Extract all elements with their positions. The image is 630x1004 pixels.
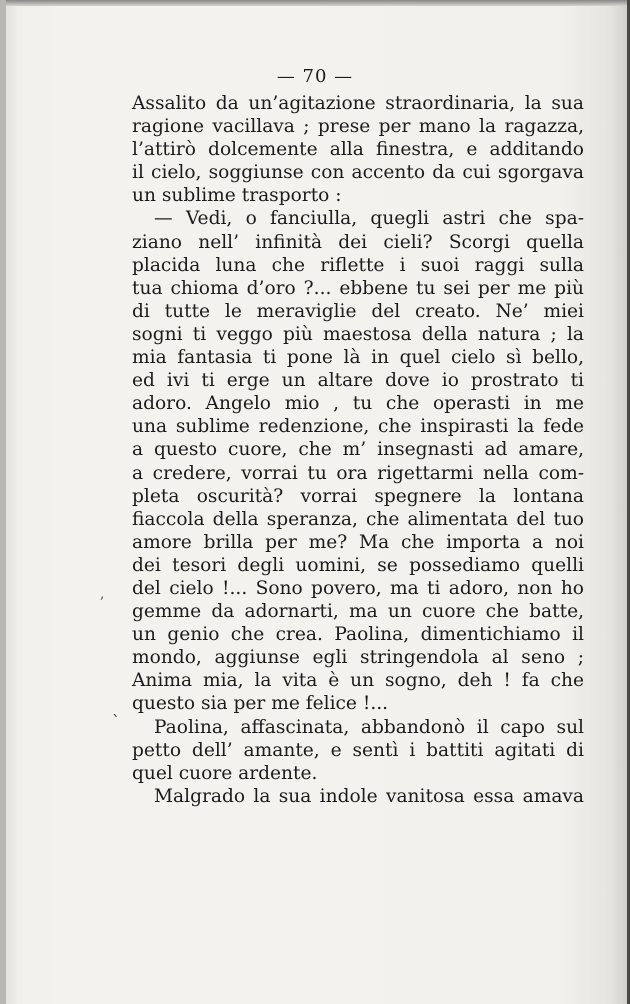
page-top-edge — [0, 0, 630, 6]
text-line: un sublime trasporto : — [132, 185, 342, 207]
page-left-edge — [0, 0, 6, 1004]
text-line: ragione vacillava ; prese per mano la ragazza, — [132, 116, 584, 138]
text-line: Paolina, affascinata, abbandonò il capo sul — [154, 716, 584, 738]
body-text — [132, 92, 584, 808]
text-line: una sublime redenzione, che inspirasti la fede — [132, 416, 584, 438]
text-line: sogni ti veggo più maestosa della natura ; la — [132, 323, 584, 345]
text-line: ed ivi ti erge un altare dove io prostrato ti — [132, 370, 584, 392]
text-line: l’attirò dolcemente alla finestra, e additando — [132, 139, 584, 161]
text-line: ziano nell’ infinità dei cieli? Scorgi quella — [132, 231, 584, 253]
text-line: tua chioma d’oro ?... ebbene tu sei per me più — [132, 277, 584, 299]
text-line: Anima mia, la vita è un sogno, deh ! fa che — [132, 670, 584, 692]
text-line: un genio che crea. Paolina, dimentichiamo il — [132, 624, 584, 646]
text-line: questo sia per me felice !... — [132, 693, 389, 715]
text-line: a credere, vorrai tu ora rigettarmi nella com- — [132, 462, 584, 484]
text-line: amore brilla per me? Ma che importa a noi — [132, 531, 584, 553]
text-line: quel cuore ardente. — [132, 762, 318, 784]
text-line: mondo, aggiunse egli stringendola al seno ; — [132, 647, 584, 669]
margin-mark-backtick: ` — [112, 712, 120, 731]
text-line: petto dell’ amante, e sentì i battiti agitati di — [132, 739, 584, 761]
text-line: gemme da adornarti, ma un cuore che batte, — [132, 601, 584, 623]
text-line: placida luna che riflette i suoi raggi sulla — [132, 254, 584, 276]
text-line: Malgrado la sua indole vanitosa essa amava — [154, 785, 584, 807]
text-line: fiaccola della speranza, che alimentata del tuo — [132, 508, 584, 530]
text-line: adoro. Angelo mio , tu che operasti in me — [132, 393, 584, 415]
text-line: di tutte le meraviglie del creato. Ne’ miei — [132, 300, 584, 322]
text-line: a questo cuore, che m’ insegnasti ad amare, — [132, 439, 584, 461]
page-number: — 70 — — [276, 66, 354, 87]
text-line: — Vedi, o fanciulla, quegli astri che spa- — [154, 208, 584, 230]
text-line: il cielo, soggiunse con accento da cui sgorgava — [132, 162, 584, 184]
text-line: dei tesori degli uomini, se possediamo quelli — [132, 554, 584, 576]
text-line: pleta oscurità? vorrai spegnere la lontana — [132, 485, 584, 507]
margin-mark-comma: , — [100, 586, 105, 602]
text-line: del cielo !... Sono povero, ma ti adoro, non ho — [132, 577, 584, 599]
text-line: Assalito da un’agitazione straordinaria, la sua — [132, 93, 584, 114]
text-line: mia fantasia ti pone là in quel cielo sì bello, — [132, 347, 584, 369]
